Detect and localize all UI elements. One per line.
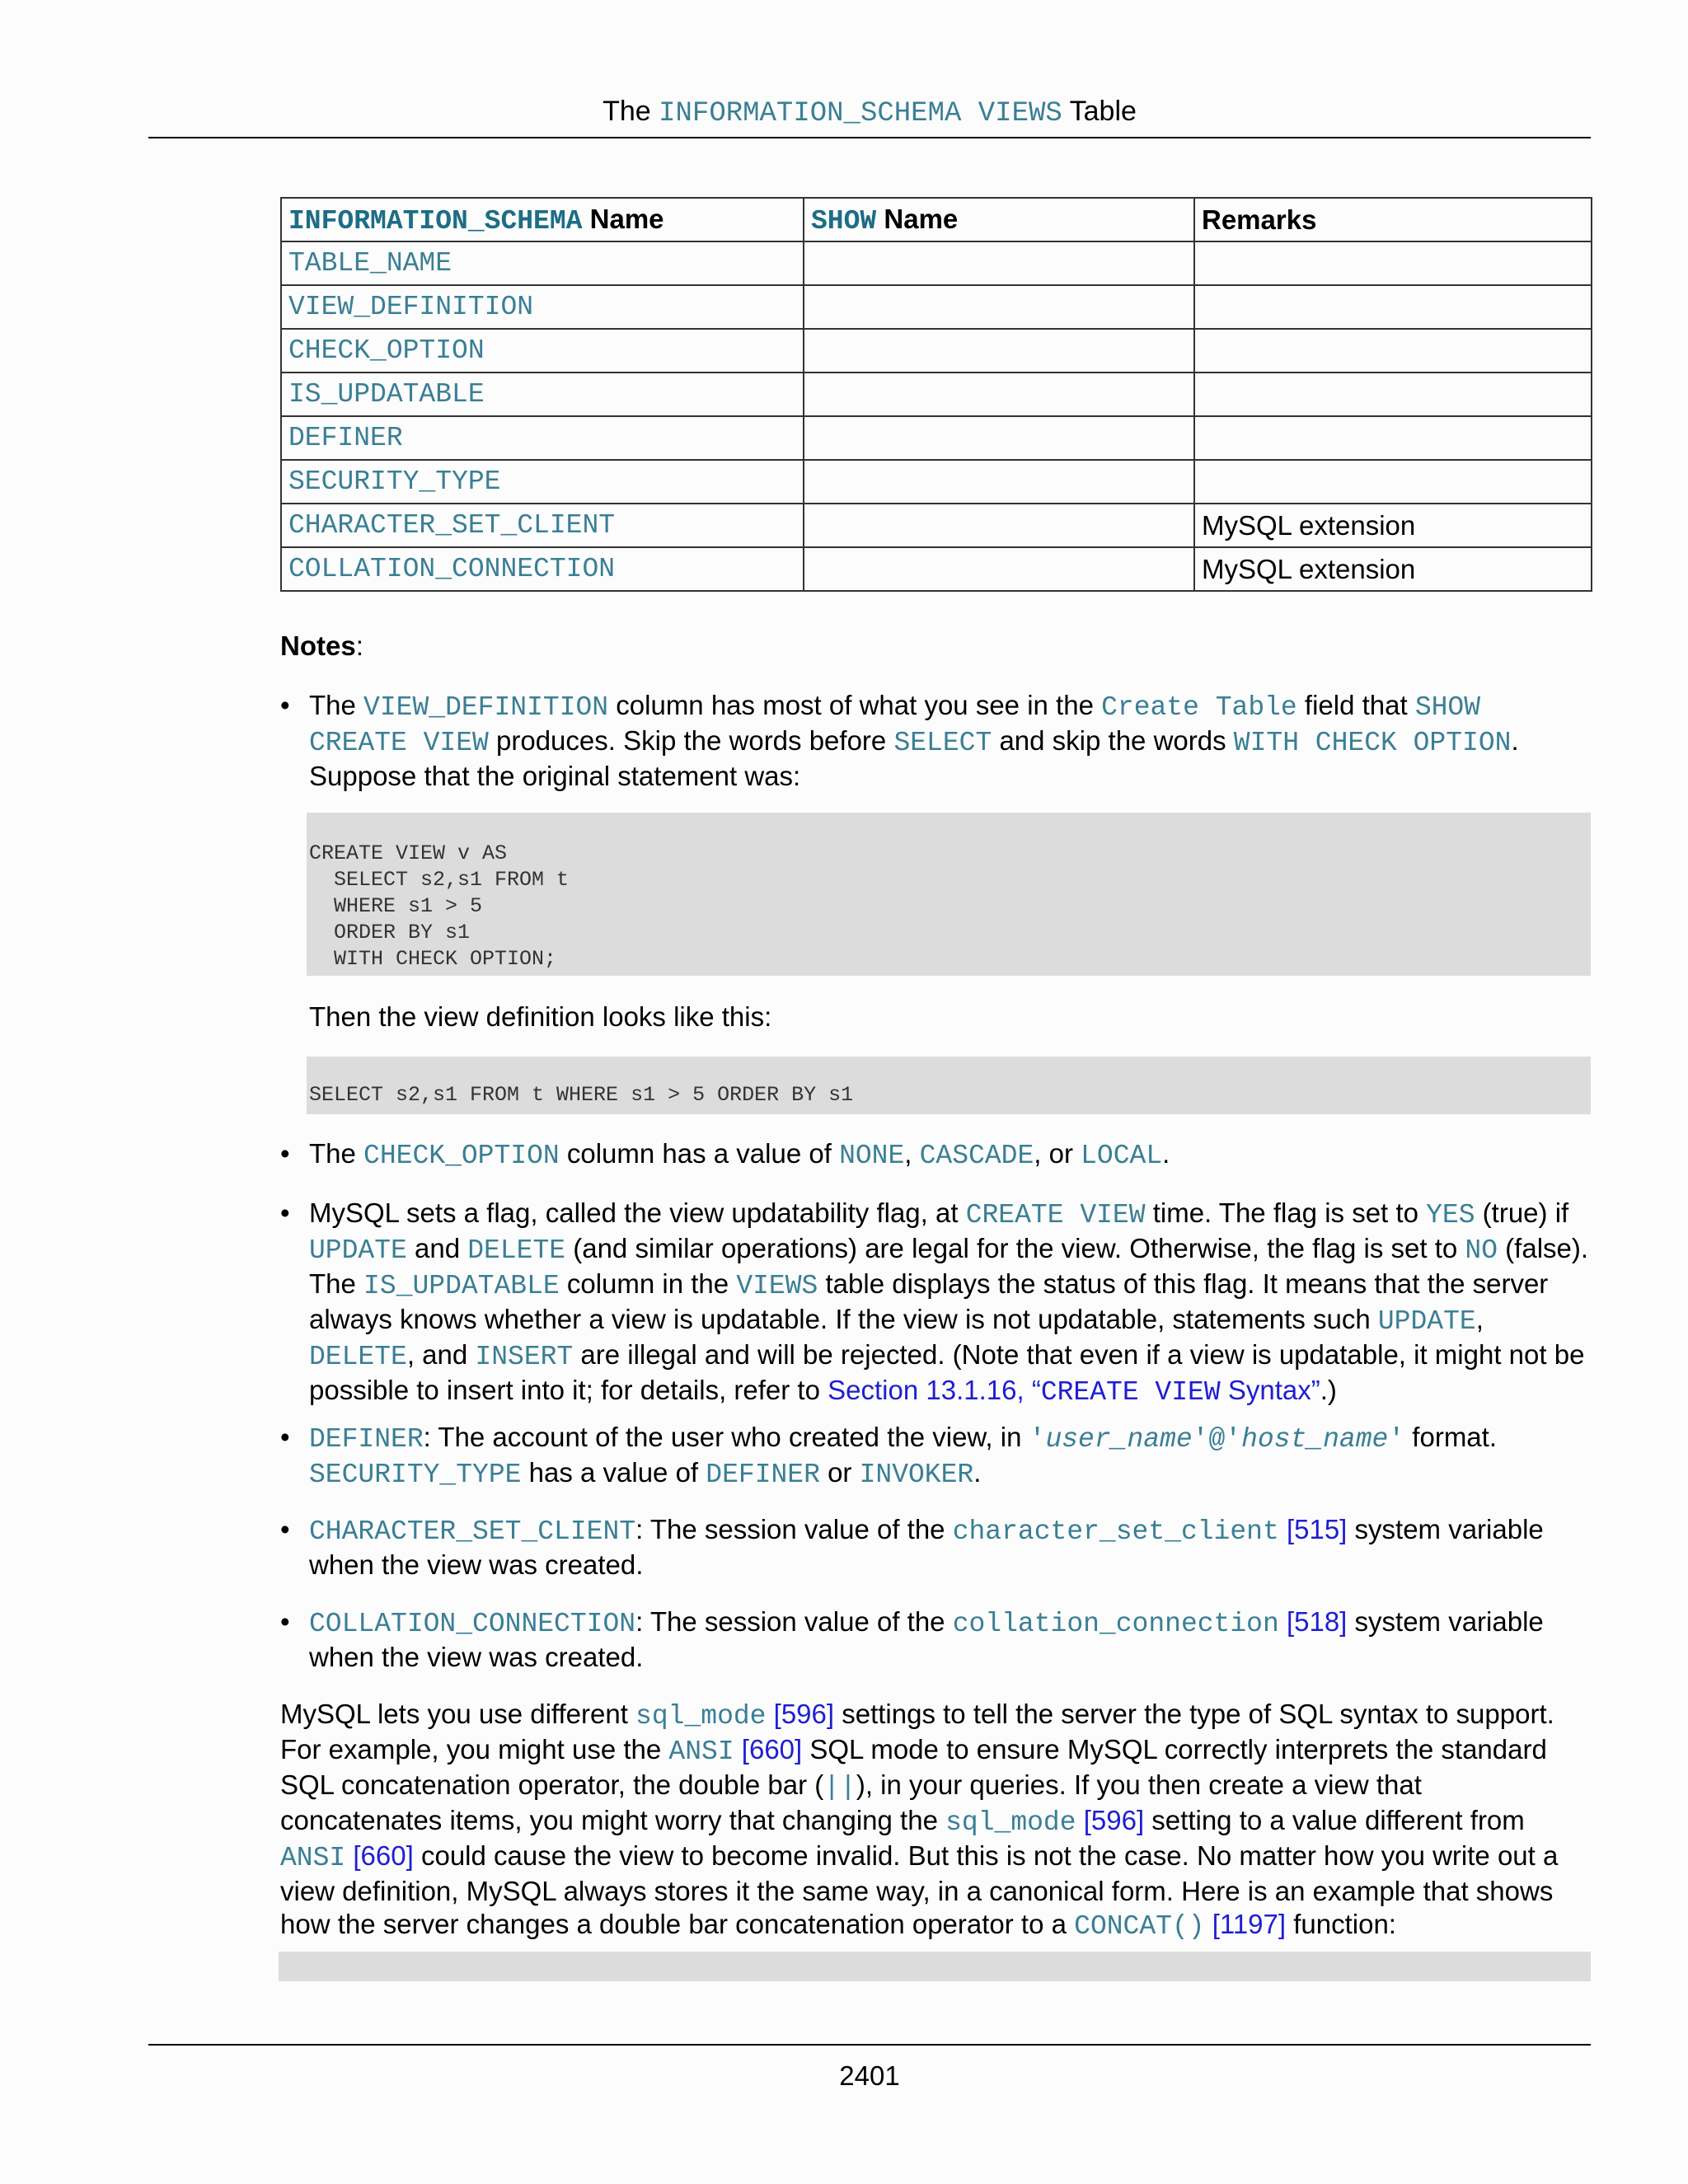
footer-rule: [148, 2044, 1591, 2046]
notes-heading: Notes:: [280, 630, 363, 661]
column-name-cell: COLLATION_CONNECTION: [281, 547, 804, 591]
header-text: The: [603, 96, 651, 127]
reference-link[interactable]: [596]: [1076, 1805, 1145, 1835]
reference-link[interactable]: [1197]: [1204, 1909, 1287, 1939]
paragraph-sql-mode: MySQL lets you use different sql_mode [596] settings to tell the server the type of SQL syntax to support. For example, you might use the ANSI [660] SQL mode to ensure MySQL correctly interprets the standard SQL concatenation operator, the double bar (||), in your queries. If you then create a view that concatenates items, you might worry that changing the sql_mode [596] setting to a value different from ANSI [660] could cause the view to become invalid. But this is not the case. No matter how you write out a view definition, MySQL always stores it the same way, in a canonical form. Here is an example that shows how the server changes a double bar concatenation operator to a CONCAT() [1197] function:: [280, 1699, 1559, 1942]
code-block-view-definition: SELECT s2,s1 FROM t WHERE s1 > 5 ORDER BY s1: [307, 1057, 1591, 1114]
bullet-dot: •: [280, 690, 290, 720]
show-name-cell: [804, 285, 1194, 329]
remarks-cell: [1194, 416, 1592, 460]
show-name-cell: [804, 241, 1194, 285]
column-name-cell: VIEW_DEFINITION: [281, 285, 804, 329]
list-item: • DEFINER: The account of the user who created the view, in 'user_name'@'host_name' format. SECURITY_TYPE has a value of DEFINER or INVOKER.: [280, 1422, 1497, 1490]
header-text-end: Table: [1069, 96, 1137, 127]
code-block-create-view: CREATE VIEW v AS SELECT s2,s1 FROM t WHERE s1 > 5 ORDER BY s1 WITH CHECK OPTION;: [307, 813, 1591, 976]
table-row: [281, 329, 1592, 373]
show-name-cell: [804, 460, 1194, 504]
remarks-cell: MySQL extension: [1194, 504, 1592, 547]
show-name-cell: [804, 329, 1194, 373]
remarks-cell: [1194, 329, 1592, 373]
header-cell: INFORMATION_SCHEMA Name: [281, 198, 804, 241]
table-header-row: [281, 198, 1592, 241]
table-row: [281, 460, 1592, 504]
list-item: • CHARACTER_SET_CLIENT: The session value of the character_set_client [515] system variable when the view was created.: [280, 1514, 1544, 1580]
reference-link[interactable]: [515]: [1286, 1514, 1348, 1544]
table-row: [281, 285, 1592, 329]
column-name-cell: DEFINER: [281, 416, 804, 460]
reference-link[interactable]: [596]: [766, 1699, 835, 1729]
table-row: [281, 373, 1592, 416]
header-rule: [148, 137, 1591, 138]
table-row: [281, 241, 1592, 285]
column-name-cell: CHECK_OPTION: [281, 329, 804, 373]
remarks-cell: [1194, 285, 1592, 329]
show-name-cell: [804, 416, 1194, 460]
column-name-cell: TABLE_NAME: [281, 241, 804, 285]
list-item: • The CHECK_OPTION column has a value of NONE, CASCADE, or LOCAL.: [280, 1138, 1170, 1171]
show-name-cell: [804, 373, 1194, 416]
table-row: [281, 547, 1592, 591]
page-number: 2401: [839, 2060, 900, 2091]
column-name-cell: IS_UPDATABLE: [281, 373, 804, 416]
header-code: INFORMATION_SCHEMA VIEWS: [659, 98, 1062, 129]
code-block-continued: [279, 1952, 1591, 1981]
header-cell: Remarks: [1194, 198, 1592, 241]
list-item: • MySQL sets a flag, called the view updatability flag, at CREATE VIEW time. The flag is set to YES (true) if UPDATE and DELETE (and similar operations) are legal for the view. Otherwise, the flag is set to NO (false). The IS_UPDATABLE column in the VIEWS table displays the status of this flag. It means that the server always knows whether a view is updatable. If the view is not updatable, statements such UPDATE, DELETE, and INSERT are illegal and will be rejected. (Note that even if a view is updatable, it might not be possible to insert into it; for details, refer to Section 13.1.16, “CREATE VIEW Syntax”.): [280, 1197, 1589, 1408]
table-row: [281, 504, 1592, 547]
remarks-cell: [1194, 241, 1592, 285]
reference-link[interactable]: [660]: [734, 1734, 803, 1765]
column-name-cell: SECURITY_TYPE: [281, 460, 804, 504]
page-header: [148, 96, 1591, 129]
header-cell: SHOW Name: [804, 198, 1194, 241]
remarks-cell: [1194, 373, 1592, 416]
show-name-cell: [804, 504, 1194, 547]
reference-link[interactable]: [660]: [345, 1840, 414, 1871]
column-name-cell: CHARACTER_SET_CLIENT: [281, 504, 804, 547]
reference-link[interactable]: [518]: [1286, 1606, 1348, 1637]
section-link[interactable]: Section 13.1.16, “CREATE VIEW Syntax”: [828, 1375, 1320, 1408]
remarks-cell: MySQL extension: [1194, 547, 1592, 591]
list-item: • The VIEW_DEFINITION column has most of what you see in the Create Table field that SHOW CREATE VIEW produces. Skip the words before SELECT and skip the words WITH CHECK OPTION. Suppose that the original statement was:: [280, 690, 1519, 791]
show-name-cell: [804, 547, 1194, 591]
paragraph-view-definition: Then the view definition looks like this:: [309, 1001, 772, 1032]
list-item: • COLLATION_CONNECTION: The session value of the collation_connection [518] system variable when the view was created.: [280, 1606, 1544, 1672]
table-row: [281, 416, 1592, 460]
remarks-cell: [1194, 460, 1592, 504]
column-mapping-table: [280, 197, 1592, 592]
